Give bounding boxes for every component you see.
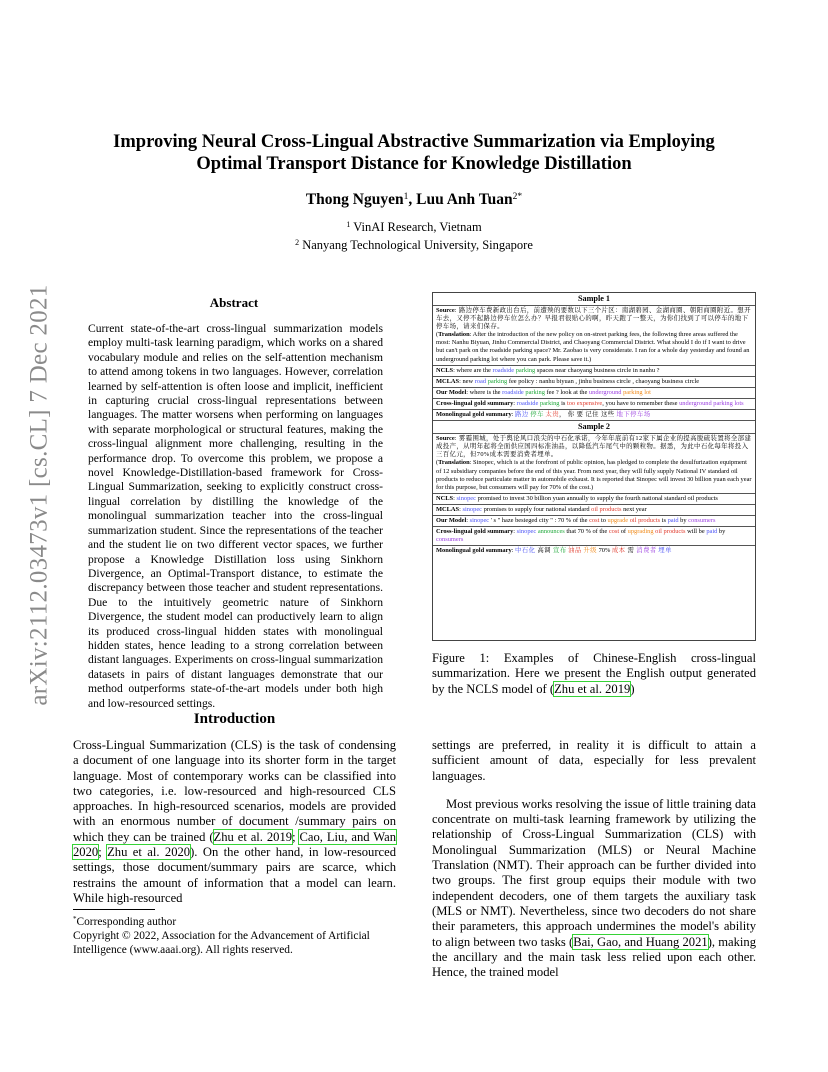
author-list [60, 191, 768, 209]
row-label: NCLS [436, 494, 454, 502]
output-text: by [678, 516, 689, 524]
affiliation-mark: 2 [295, 238, 300, 247]
row-label: Cross-lingual gold summary [436, 399, 514, 407]
highlighted-word: roadside [492, 366, 515, 374]
output-text: of [619, 528, 628, 536]
paper-title-line-2: Optimal Transport Distance for Knowledge Distillation [196, 154, 632, 174]
output-text: 70% [596, 547, 612, 555]
highlighted-word: underground parking lots [679, 399, 744, 407]
citation-link[interactable]: Zhu et al. 2019 [554, 681, 631, 696]
figure-1-caption [432, 651, 756, 697]
affiliation-name: VinAI Research, Vietnam [350, 220, 482, 234]
body-text: Most previous works resolving the issue of little training data concentrate on multi-task learning framework by utilizing the relationship of Cross-Lingual Summarization (CLS) with Monolingual Summarization (MLS) or Neural Machine Translation (NMT). Their approach can be further divided into two groups. The first group equips their module with two independent decoders, one of them targets the auxiliary task (MLS or NMT). Nevertheless, since two decoders do not share their parameters, this approach undermines the model's ability to align between two tasks ( [432, 796, 756, 949]
highlighted-word: sinopec [516, 528, 537, 536]
highlighted-word: parking [487, 377, 508, 385]
output-text: : [513, 399, 517, 407]
affiliations [60, 217, 768, 253]
output-text: : [453, 494, 457, 502]
highlighted-word: upgrading [627, 528, 654, 536]
output-text: to [599, 516, 608, 524]
output-text: promises to supply four national standard [482, 505, 592, 513]
highlighted-word: cost [589, 516, 600, 524]
output-text: 需 [625, 547, 637, 555]
citation-separator: ; [292, 829, 300, 844]
arxiv-identifier-stamp [18, 284, 62, 706]
highlighted-word: 埋单 [658, 547, 672, 555]
output-text: : [511, 547, 516, 555]
output-text: fee policy : nanhu biyuan , jinhu business circle , chaoyang business circle [507, 377, 700, 385]
row-label: Cross-lingual gold summary [436, 528, 514, 536]
highlighted-word: 成本 [611, 547, 626, 555]
highlighted-word: road [474, 377, 487, 385]
caption-text: Figure 1: Examples of Chinese-English cross-lingual summarization. Here we present the English output generated by the NCLS model of ( [432, 651, 756, 696]
highlighted-word: cost [608, 528, 620, 536]
highlighted-word: paid [706, 528, 718, 536]
highlighted-word: too expensive [566, 399, 603, 407]
sample-1-our-model-output [433, 387, 755, 398]
figure-1-examples-table [432, 292, 756, 641]
introduction-heading: Introduction [193, 711, 276, 727]
row-label: Source [436, 435, 455, 443]
citation-link[interactable]: Zhu et al. 2020 [107, 845, 191, 860]
row-label: Translation [438, 459, 470, 467]
highlighted-word: parking [525, 388, 545, 396]
copyright-notice: Copyright © 2022, Association for the Advancement of Artificial Intelligence (www.aaai.org). All rights reserved. [73, 930, 370, 956]
highlighted-word: oil products [655, 528, 686, 536]
highlighted-word: oil products [591, 505, 622, 513]
body-text: ), making the ancillary and the main task less relied upon each other. Hence, the trained model [432, 934, 756, 980]
row-label: Translation [438, 331, 470, 339]
body-paragraph [432, 797, 756, 981]
sample-2-mclas-output [433, 504, 755, 515]
output-text: : [466, 516, 470, 524]
row-label: Our Model [436, 516, 467, 524]
highlighted-word: announces [537, 528, 565, 536]
row-label: Monolingual gold summary [436, 411, 512, 419]
output-text: : new [459, 377, 475, 385]
sample-2-heading: Sample 2 [433, 420, 755, 433]
output-text: promised to invest 30 billion yuan annually to supply the fourth national standard oil products [475, 494, 718, 502]
output-text: will be [685, 528, 707, 536]
output-text: 高调 [535, 547, 553, 555]
highlighted-word: parking [539, 399, 560, 407]
output-text: spaces near chaoyang business circle in nanhu ? [535, 366, 660, 374]
highlighted-word: upgrade [607, 516, 629, 524]
body-text: Cross-Lingual Summarization (CLS) is the task of condensing a document of one language into its shorter form in the target language. Most of contemporary works can be classified into two categories, i.e. low-resourced and high-resourced CLS approaches. In high-resourced scenarios, models are provided with an enormous number of document /summary pairs on which they can be trained ( [73, 738, 396, 844]
citation-link[interactable]: Cao, Liu, and Wan 2020 [73, 829, 396, 860]
citation-link[interactable]: Zhu et al. 2019 [213, 829, 293, 844]
output-text: , you have to remember these [602, 399, 680, 407]
output-text: : where are the [453, 366, 493, 374]
caption-text: ) [630, 681, 635, 696]
highlighted-word: 路边 [515, 411, 529, 419]
sample-2-our-model-output [433, 515, 755, 526]
highlighted-word: 消费者 [636, 547, 657, 555]
affiliation-line [60, 235, 768, 253]
author-name: Thong Nguyen [305, 191, 404, 208]
highlighted-word: roadside [516, 399, 539, 407]
highlighted-word: parking [515, 366, 536, 374]
body-paragraph: settings are preferred, in reality it is difficult to attain a sufficient amount of data, especially for less prevalent languages. [432, 738, 756, 783]
output-text: : [511, 411, 516, 419]
sample-1-ncls-output [433, 365, 755, 376]
highlighted-word: 油品 [568, 547, 582, 555]
abstract-text: Current state-of-the-art cross-lingual summarization models employ multi-task learning paradigm, which works on a shared vocabulary module and relies on the self-attention mechanism to attend among tokens in two languages. However, correlation learned by self-attention is often loose and implicit, inefficient in capturing crucial cross-lingual representations between languages. The matter worsens when performing on languages with separate morphological or structural features, making the cross-lingual alignment more challenging, resulting in the performance drop. To overcome this problem, we propose a novel Knowledge-Distillation-based framework for Cross-Lingual Summarization, seeking to explicitly construct cross-lingual correlation by distilling the knowledge of the monolingual summarization teacher into the cross-lingual summarization student. Since the representations of the teacher and the student lie on two different vector spaces, we further propose a Knowledge Distillation loss using Sinkhorn Divergence, an Optimal-Transport distance, to estimate the discrepancy between those teacher and student representations. Due to the intuitively geometric nature of Sinkhorn Divergence, the student model can productively learn to align its produced cross-lingual hidden states with monolingual hidden states, hence leading to a strong correlation between distant languages. Experiments on cross-lingual summarization datasets in pairs of distant languages demonstrate that our method outperforms state-of-the-art models under both high and low-resourced settings. [88, 322, 383, 710]
highlighted-word: roadside [502, 388, 524, 396]
row-label: MCLAS [436, 377, 460, 385]
right-column-body [432, 738, 756, 980]
highlighted-word: sinopec [469, 516, 490, 524]
paper-title-line-1: Improving Neural Cross-Lingual Abstractive Summarization via Employing [113, 132, 715, 152]
affiliation-mark: 1 [346, 220, 351, 229]
sample-2-ncls-output [433, 493, 755, 504]
translation-text: : Sinopec, which is at the forefront of public opinion, has pledged to complete the desulfurization equipment of 12 subsidiary companies before the end of this year. From next year, they will fully supply National IV standard oil products to reduce particulate matter in automobile exhaust. It is reported that Sinopec will invest 30 billion yuan each year for this purpose, but consumers will pay for 70% of the cost.) [436, 459, 752, 491]
sample-1-cross-lingual-gold [433, 398, 755, 409]
arxiv-identifier-text: arXiv:2112.03473v1 [cs.CL] 7 Dec 2021 [26, 284, 53, 706]
footnote-mark: * [73, 915, 77, 923]
author-separator: , [408, 191, 417, 208]
row-label: Monolingual gold summary [436, 547, 512, 555]
highlighted-word: 中石化 [515, 547, 536, 555]
sample-1-source: Source: 路边停车费新政出台后，前遭殃的要数以下三个片区：南湖碧园、金湖商圈、朝阳商圈附近。想开车去，又停不起路边停车位怎么办？早报君很贴心的啊，昨天跑了一整天，为你们找到了可以停车的地下停车场，请来们保存。 (Translation: After the introduction of the new policy on on-street parking fees, the following three areas suffered the most: Nanhu Biyuan, Jinhu Commercial District, and Chaoyang Commercial District. What should I do if I want to drive but can't park on the roadside parking space? Mr. Zaobao is very considerate. I ran for a whole day yesterday and found an underground parking lot where you can park. Please save it.) [433, 305, 755, 365]
highlighted-word: 地下停车场 [616, 411, 651, 419]
highlighted-word: 宣布 [552, 547, 567, 555]
translation-text: : After the introduction of the new policy on on-street parking fees, the following three areas suffered the most: Nanhu Biyuan, Jinhu Commercial District, and Chaoyang Commercial District. What should I do if I want to drive but can't park on the roadside parking space? Mr. Zaobao is very considerate. I ran for a whole day yesterday and found an underground parking lot where you can park. Please save it.) [436, 331, 750, 363]
highlighted-word: consumers [688, 516, 716, 524]
introduction-paragraph [73, 738, 396, 906]
highlighted-word: 升级 [583, 547, 597, 555]
highlighted-word: parking lot [623, 388, 651, 396]
abstract-heading: Abstract [209, 295, 259, 310]
body-text: ). On the other hand, in low-resourced settings, those document/summary pairs are scarce, which restrains the amount of information that a model can learn. While high-resourced [73, 845, 396, 905]
affiliation-line [60, 217, 768, 235]
row-label: Our Model [436, 388, 467, 396]
source-text-chinese: : 雾霾围城，处于舆论风口浪尖的中石化承诺，今年年底前有12家下属企业的提高脱硫装置将全部建成投产，从明年起将全面供应国四标准油品，以降低汽车尾气中的颗粒物。据悉，为此中石化每年将投入三百亿元，但70%成本需要消费者埋单。 [436, 435, 752, 459]
source-text-chinese: : 路边停车费新政出台后，前遭殃的要数以下三个片区：南湖碧园、金湖商圈、朝阳商圈附近。想开车去，又停不起路边停车位怎么办？早报君很贴心的啊，昨天跑了一整天，为你们找到了可以停车的地下停车场，请来们保存。 [436, 307, 751, 331]
highlighted-word: 停车 [530, 411, 544, 419]
citation-separator: ; [98, 845, 108, 860]
footnote-divider [73, 909, 155, 910]
highlighted-word: 太贵 [545, 411, 560, 419]
highlighted-word: oil products [629, 516, 661, 524]
citation-link[interactable]: Bai, Gao, and Huang 2021 [573, 934, 708, 949]
output-text: : [513, 528, 517, 536]
sample-2-monolingual-gold [433, 545, 755, 556]
sample-2-source: Source: 雾霾围城，处于舆论风口浪尖的中石化承诺，今年年底前有12家下属企业的提高脱硫装置将全部建成投产，从明年起将全面供应国四标准油品，以降低汽车尾气中的颗粒物。据悉，为此中石化每年将投入三百亿元，但70%成本需要消费者埋单。 (Translation: Sinopec, which is at the forefront of public opinion, has pledged to complete the desulfurization equipment of 12 subsidiary companies before the end of this year. From next year, they will fully supply National IV standard oil products to reduce particulate matter in automobile exhaust. It is reported that Sinopec will invest 30 billion yuan each year for this purpose, but consumers will pay for 70% of the cost.) [433, 433, 755, 493]
footnote-text: Corresponding author [76, 916, 177, 928]
highlighted-word: consumers [436, 536, 464, 544]
highlighted-word: sinopec [456, 494, 476, 502]
sample-1-heading: Sample 1 [577, 294, 611, 303]
output-text: next year [621, 505, 647, 513]
highlighted-word: paid [667, 516, 679, 524]
output-text: that 70 % of the [564, 528, 609, 536]
output-text: is [660, 516, 668, 524]
highlighted-word: underground [588, 388, 622, 396]
corresponding-author-note [73, 912, 403, 929]
output-text: fee ? look at the [544, 388, 589, 396]
sample-1-mclas-output [433, 376, 755, 387]
output-text: : where is the [466, 388, 503, 396]
output-text: : [459, 505, 463, 513]
row-label: Source [436, 307, 455, 314]
author-name: Luu Anh Tuan [416, 191, 513, 208]
output-text: is [559, 399, 567, 407]
row-label: MCLAS [436, 505, 460, 513]
author-affiliation-mark: 2* [512, 192, 523, 202]
paper-title [60, 131, 768, 175]
output-text: ' s " haze besieged city " : 70 % of the [489, 516, 590, 524]
footnote [73, 912, 403, 957]
sample-1-monolingual-gold [433, 409, 755, 420]
affiliation-name: Nanyang Technological University, Singapore [299, 238, 533, 252]
output-text: ， 你 要 记住 这些 [559, 411, 617, 419]
output-text: by [717, 528, 726, 536]
row-label: NCLS [436, 366, 454, 374]
author-affiliation-mark: 1 [403, 192, 409, 202]
sample-2-cross-lingual-gold [433, 526, 755, 545]
highlighted-word: sinopec [462, 505, 482, 513]
